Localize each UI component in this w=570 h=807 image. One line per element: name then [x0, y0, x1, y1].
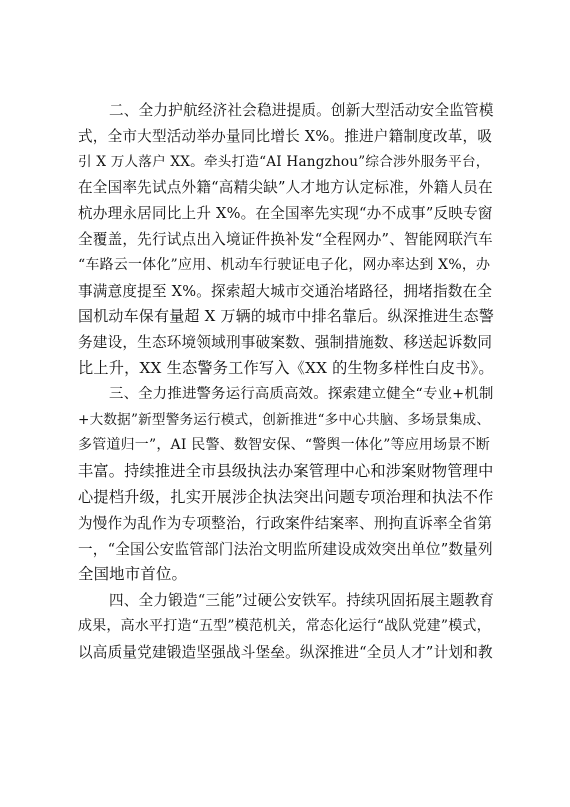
text-line: 以高质量党建锻造坚强战斗堡垒。纵深推进“全员人才”计划和教: [78, 643, 493, 661]
text-line: 为慢作为乱作为专项整治，行政案件结案率、刑拘直诉率全省第: [78, 514, 493, 532]
text-line: 杭办理永居同比上升 X%。在全国率先实现“办不成事”反映专窗: [78, 205, 493, 223]
paragraph-police-operation: [78, 382, 494, 588]
text-line: 全国地市首位。: [78, 565, 188, 584]
text-line: 国机动车保有量超 X 万辆的城市中排名靠后。纵深推进生态警: [78, 307, 495, 326]
text-line: 比上升，XX 生态警务工作写入《XX 的生物多样性白皮书》。: [78, 358, 494, 377]
text-line: 心提档升级，扎实开展涉企执法突出问题专项治理和执法不作: [78, 487, 494, 506]
text-line: 一，“全国公安监管部门法治文明监所建设成效突出单位”数量列: [78, 540, 493, 558]
text-line: 全覆盖，先行试点出入境证件换补发“全程网办”、智能网联汽车: [78, 230, 493, 248]
text-line: 丰富。持续推进全市县级执法办案管理中心和涉案财物管理中: [78, 462, 494, 481]
text-line: 多管道归一”，AI 民警、数智安保、“警舆一体化”等应用场景不断: [78, 437, 490, 454]
document-body: [78, 98, 494, 666]
text-line: 引 X 万人落户 XX。牵头打造“AI Hangzhou”综合涉外服务平台，: [78, 153, 490, 170]
paragraph-police-team: [78, 588, 494, 665]
text-line: 三、全力推进警务运行高质高效。探索建立健全“专业+机制: [109, 385, 494, 402]
text-line: 成果，高水平打造“五型”模范机关，常态化运行“战队党建”模式，: [78, 617, 491, 634]
text-line: “车路云一体化”应用、机动车行驶证电子化，网办率达到 X%，办: [78, 256, 491, 273]
text-line: 事满意度提至 X%。探索超大城市交通治堵路径，拥堵指数在全: [78, 282, 493, 300]
text-line: 在全国率先试点外籍“高精尖缺”人才地方认定标准，外籍人员在: [78, 179, 493, 197]
text-line: 四、全力锻造“三能”过硬公安铁军。持续巩固拓展主题教育: [109, 592, 495, 610]
paragraph-economic-social: [78, 98, 494, 382]
text-line: +大数据”新型警务运行模式，创新推进“多中心共脑、多场景集成、: [78, 411, 491, 428]
text-line: 务建设，生态环境领域刑事破案数、强制措施数、移送起诉数同: [78, 334, 493, 352]
text-line: 二、全力护航经济社会稳进提质。创新大型活动安全监管模: [109, 102, 494, 119]
text-line: 式，全市大型活动举办量同比增长 X%。推进户籍制度改革，吸: [78, 127, 493, 145]
